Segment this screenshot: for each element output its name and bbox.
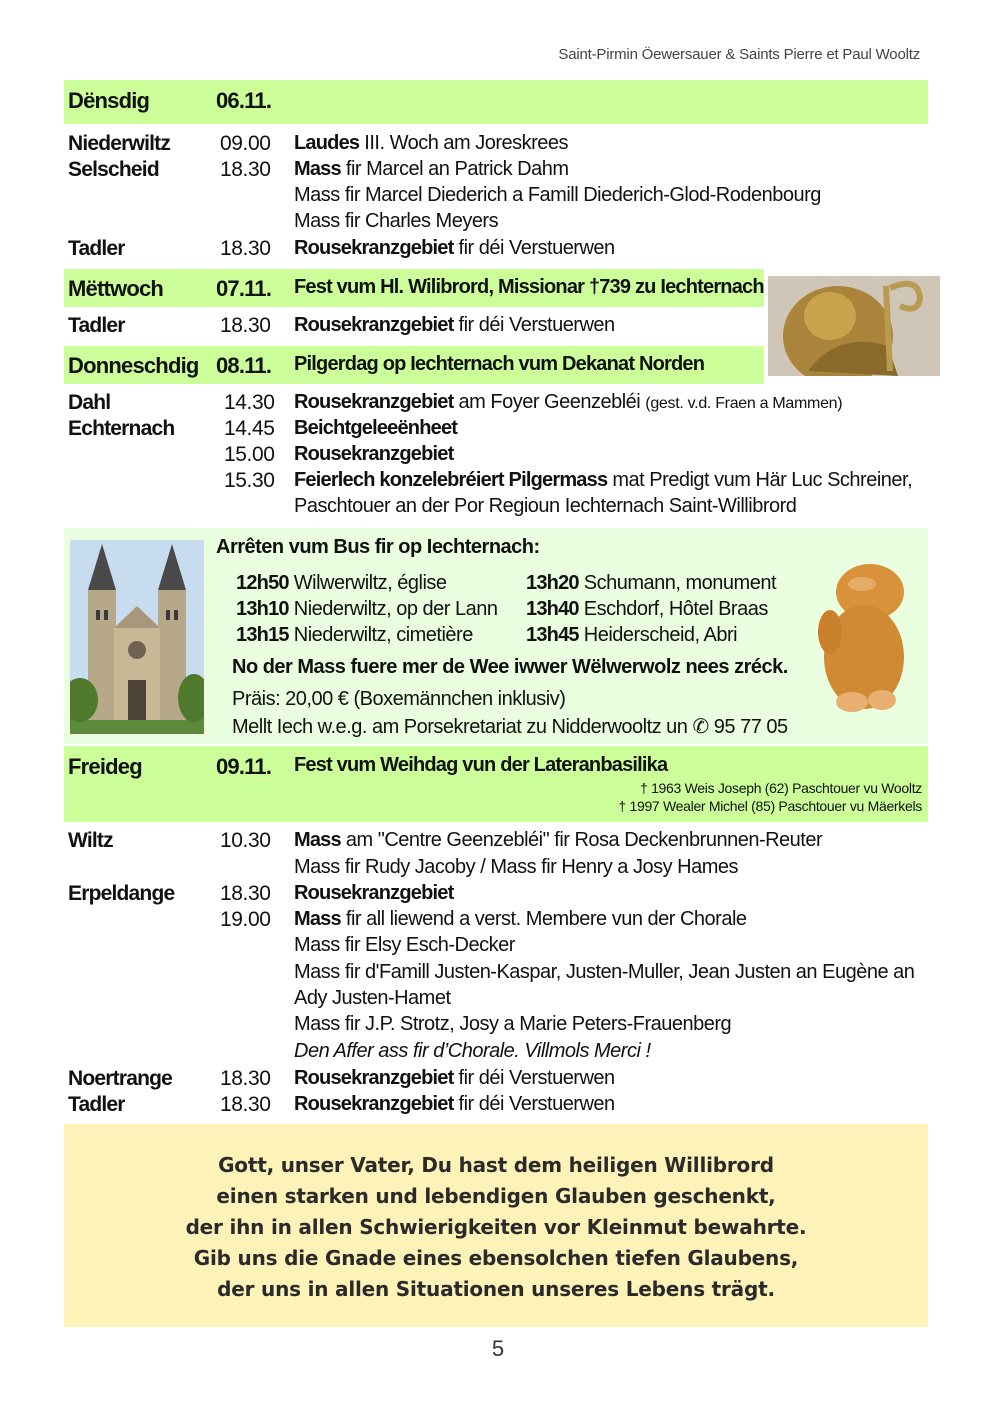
bus-contact: Mellt Iech w.e.g. am Porsekretariat zu Nidderwooltz un ✆ 95 77 05: [232, 716, 788, 738]
entry-time: 09.00: [220, 132, 271, 155]
entry-text: Beichtgeleeënheet: [294, 417, 458, 439]
obituary-line: † 1997 Wealer Michel (85) Paschtouer vu Mäerkels: [618, 798, 922, 814]
entry-text: Mass am "Centre Geenzebléi" fir Rosa Deckenbrunnen-Reuter: [294, 829, 823, 851]
entry-text: Rousekranzgebiet: [294, 443, 454, 465]
entry-text: Mass fir d'Famill Justen-Kaspar, Justen-Muller, Jean Justen an Eugène an: [294, 961, 915, 983]
entry-place: Niederwiltz: [68, 132, 171, 155]
entry-place: Selscheid: [68, 158, 159, 181]
bus-stop: 13h15 Niederwiltz, cimetière: [236, 624, 473, 646]
entry-time: 15.00: [224, 443, 275, 466]
entry-text: Feierlech konzelebréiert Pilgermass mat Predigt vum Här Luc Schreiner,: [294, 469, 913, 491]
prayer-text: [64, 1150, 928, 1305]
prayer-line: Gott, unser Vater, Du hast dem heiligen Willibrord: [218, 1153, 774, 1177]
prayer-line: der ihn in allen Schwierigkeiten vor Kleinmut bewahrte.: [185, 1215, 807, 1239]
bus-title: Arrêten vum Bus fir op Iechternach:: [216, 536, 540, 558]
bus-stop: 13h40 Eschdorf, Hôtel Braas: [526, 598, 768, 620]
entry-time: 15.30: [224, 469, 275, 492]
day-label-friday: Freideg: [68, 754, 142, 779]
entry-text: Paschtouer an der Por Regioun Iechternach Saint-Willibrord: [294, 495, 797, 517]
feast-title-friday: Fest vum Weihdag vun der Lateranbasilika: [294, 754, 668, 776]
entry-text: Mass fir J.P. Strotz, Josy a Marie Peters-Frauenberg: [294, 1013, 732, 1035]
entry-place: Echternach: [68, 417, 175, 440]
day-label-tuesday: Dënsdig: [68, 88, 150, 113]
entry-text: Ady Justen-Hamet: [294, 987, 451, 1009]
entry-place: Noertrange: [68, 1067, 173, 1090]
entry-text: Mass fir Rudy Jacoby / Mass fir Henry a Josy Hames: [294, 856, 739, 878]
day-band-tuesday: [64, 80, 928, 124]
entry-time: 18.30: [220, 158, 271, 181]
entry-text: Rousekranzgebiet fir déi Verstuerwen: [294, 237, 615, 259]
pilgrimage-title-thursday: Pilgerdag op Iechternach vum Dekanat Norden: [294, 353, 705, 375]
entry-text: Rousekranzgebiet am Foyer Geenzebléi (gest. v.d. Fraen a Mammen): [294, 391, 843, 413]
date-thursday: 08.11.: [216, 353, 272, 378]
day-label-thursday: Donneschdig: [68, 353, 199, 378]
entry-time: 18.30: [220, 882, 271, 905]
running-header: Saint-Pirmin Öewersauer & Saints Pierre et Paul Wooltz: [558, 46, 920, 63]
entry-place: Dahl: [68, 391, 111, 414]
entry-text: Rousekranzgebiet fir déi Verstuerwen: [294, 1067, 615, 1089]
day-label-wednesday: Mëttwoch: [68, 276, 164, 301]
bus-price: Präis: 20,00 € (Boxemännchen inklusiv): [232, 688, 566, 710]
prayer-line: Gib uns die Gnade eines ebensolchen tiefen Glaubens,: [193, 1246, 799, 1270]
entry-time: 18.30: [220, 314, 271, 337]
willibrord-statue-image: [768, 276, 940, 376]
bus-stop: 13h45 Heiderscheid, Abri: [526, 624, 738, 646]
basilica-image: [70, 540, 204, 734]
date-wednesday: 07.11.: [216, 276, 272, 301]
bus-stop: 13h10 Niederwiltz, op der Lann: [236, 598, 498, 620]
entry-place: Tadler: [68, 314, 125, 337]
entry-text: Mass fir Charles Meyers: [294, 210, 499, 232]
entry-text: Laudes III. Woch am Joreskrees: [294, 132, 569, 154]
bus-stop: 12h50 Wilwerwiltz, église: [236, 572, 447, 594]
entry-text: Rousekranzgebiet fir déi Verstuerwen: [294, 314, 615, 336]
entry-time: 18.30: [220, 237, 271, 260]
date-tuesday: 06.11.: [216, 88, 272, 113]
entry-text: Mass fir all liewend a verst. Membere vun der Chorale: [294, 908, 747, 930]
entry-place: Tadler: [68, 237, 125, 260]
entry-time: 14.45: [224, 417, 275, 440]
entry-text: Rousekranzgebiet: [294, 882, 454, 904]
obituary-line: † 1963 Weis Joseph (62) Paschtouer vu Wooltz: [640, 780, 922, 796]
entry-text: Mass fir Marcel Diederich a Famill Diederich-Glod-Rodenbourg: [294, 184, 821, 206]
boxemaennchen-image: [812, 562, 916, 712]
entry-text: Rousekranzgebiet fir déi Verstuerwen: [294, 1093, 615, 1115]
entry-text: Mass fir Elsy Esch-Decker: [294, 934, 515, 956]
entry-place: Erpeldange: [68, 882, 175, 905]
entry-time: 10.30: [220, 829, 271, 852]
entry-place: Tadler: [68, 1093, 125, 1116]
entry-time: 19.00: [220, 908, 271, 931]
date-friday: 09.11.: [216, 754, 272, 779]
entry-time: 14.30: [224, 391, 275, 414]
entry-text: Mass fir Marcel an Patrick Dahm: [294, 158, 569, 180]
bus-stop: 13h20 Schumann, monument: [526, 572, 777, 594]
feast-title-wednesday: Fest vum Hl. Wilibrord, Missionar †739 zu Iechternach: [294, 276, 764, 298]
entry-time: 18.30: [220, 1067, 271, 1090]
entry-time: 18.30: [220, 1093, 271, 1116]
prayer-line: der uns in allen Situationen unseres Lebens trägt.: [217, 1277, 775, 1301]
entry-text: Den Affer ass fir d’Chorale. Villmols Merci !: [294, 1040, 651, 1062]
bus-return-note: No der Mass fuere mer de Wee iwwer Wëlwerwolz nees zréck.: [232, 656, 788, 678]
prayer-line: einen starken und lebendigen Glauben geschenkt,: [216, 1184, 776, 1208]
entry-place: Wiltz: [68, 829, 113, 852]
page-number: 5: [491, 1336, 505, 1361]
